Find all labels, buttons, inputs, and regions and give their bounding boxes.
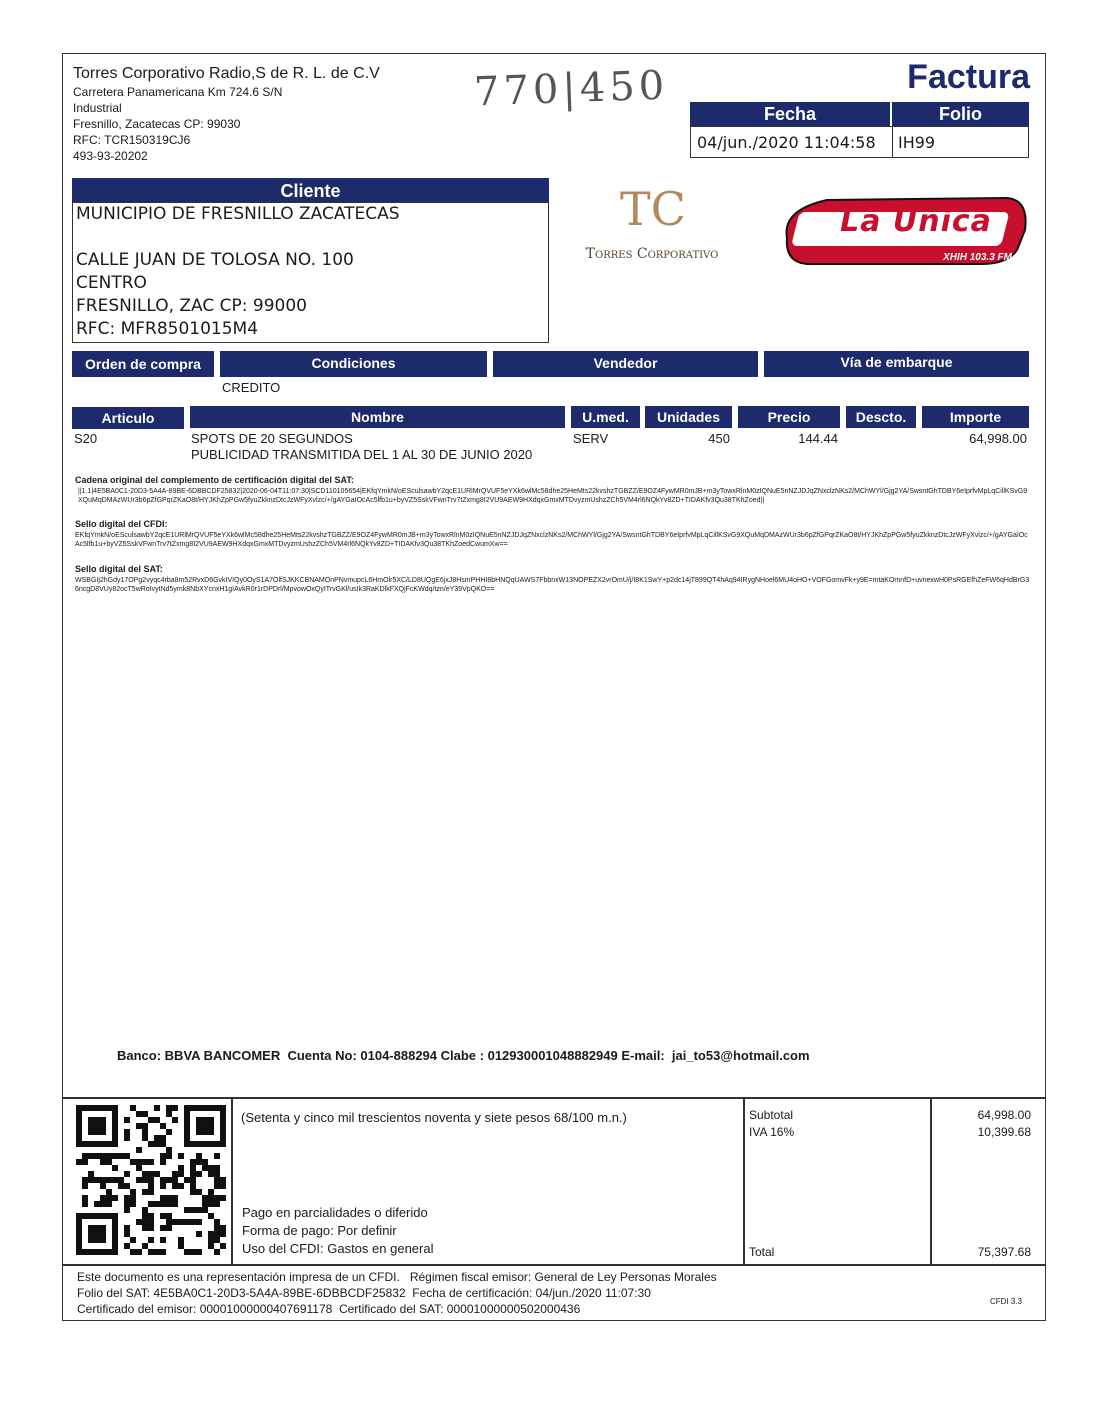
iva-value: 10,399.68	[977, 1125, 1031, 1139]
torres-logo-text: Torres Corporativo	[585, 246, 719, 262]
issuer-rfc: RFC: TCR150319CJ6	[73, 133, 191, 147]
orden-compra-header: Orden de compra	[72, 351, 214, 377]
item-importe: 64,998.00	[969, 431, 1027, 446]
cfdi-version: CFDI 3.3	[990, 1297, 1023, 1306]
pago-metodo: Pago en parcialidades o diferido	[242, 1205, 428, 1220]
cadena-original-value: ||1.1|4E5BA0C1-20D3-5A4A-89BE-6DBBCDF25832|2020-06-04T11:07:30|SCD110105654|EKfqYmkN/oESculsawbY2qcE1URlMrQVUF5eYXk6wlMc58dhe25HeMts22kvshzTGBZZ/E9OZ4FywMR0mJB+m3yTowxRlnM0zIQNuE5nNZJDJqZNxclzNKs2/MChWYl/Gjg2YA/SwsntGhTDBY6eIprfvMpLqCillKSvG9XQuMqDMAzWUr3b6pZfGPqrZKaO8t/HYJKhZpPGw5fyuZkknzDtcJzWFyXvlzc/+/gAYGaIOcAc5lfb1u+byVZ5SskVFwnTrv7tZxmg8I2VU9AEW9HXdqxGmxMTDvyzmUshzZCh5VM4rl6NQkYv8ZD+TIDAKfv3Qu38TKhZoed||	[78, 488, 1028, 504]
uso-cfdi: Uso del CFDI: Gastos en general	[242, 1241, 434, 1256]
item-articulo: S20	[74, 431, 98, 446]
vendedor-header: Vendedor	[493, 351, 758, 377]
col-importe-header: Importe	[922, 406, 1029, 428]
sello-sat-label: Sello digital del SAT:	[75, 564, 163, 574]
la-unica-frequency: XHIH 103.3 FM	[943, 252, 1012, 263]
item-umed: SERV	[573, 431, 609, 446]
total-label: Total	[749, 1245, 775, 1259]
item-precio: 144.44	[798, 431, 838, 446]
cliente-city: FRESNILLO, ZAC CP: 99000	[76, 296, 307, 316]
subtotal-value: 64,998.00	[977, 1108, 1031, 1122]
section-divider	[62, 1097, 1046, 1099]
fecha-header: Fecha	[690, 102, 890, 126]
col-umed-header: U.med.	[571, 406, 640, 428]
total-value: 75,397.68	[977, 1245, 1031, 1259]
via-embarque-header: Vía de embarque	[764, 351, 1029, 377]
cliente-block	[76, 203, 400, 341]
column-divider	[231, 1098, 233, 1264]
item-nombre-detail: PUBLICIDAD TRANSMITIDA DEL 1 AL 30 DE JUNIO 2020	[191, 447, 533, 462]
cliente-header: Cliente	[72, 178, 549, 202]
footer-line: Folio del SAT: 4E5BA0C1-20D3-5A4A-89BE-6DBBCDF25832 Fecha de certificación: 04/jun./2020 11:07:30	[77, 1286, 651, 1300]
issuer-address-line: Fresnillo, Zacatecas CP: 99030	[73, 117, 241, 131]
col-nombre-header: Nombre	[190, 406, 565, 428]
qr-code	[76, 1105, 226, 1255]
cliente-colonia: CENTRO	[76, 273, 147, 293]
issuer-name: Torres Corporativo Radio,S de R. L. de C.V	[73, 65, 380, 82]
cliente-rfc: RFC: MFR8501015M4	[76, 319, 259, 339]
sello-sat-value: WSBGIj2hGdy17OPg2vyqc4rba8m52RvxD6GvkIVIQy0OyS1A7OlfSJKKCBNAMOnPNvmupcL6HmOlr5XC/LD8UQgE6jxJ8HsmPHHI8bHNQqUAWS7FbbnxW13NOPEZX2vrOmU/j/I8K1SwY+p2dc14jT899QT4hAq94IRygNHoel6MU4oHO+VOFGomvFk+y9E=mtaKOmnfD+uvnexwH0PsRGEfhZeFW6qHdBrG36ncgD8VUy82ocT5wRoIvytNd5ymk8NbXYcnxH1gIAvkR0r1rDPDrl/MpvowOxQyITrvGKl/usIk3RaKDlkFXQjFcKWdq/tzn/eY39VpQKO==	[75, 577, 1030, 593]
item-nombre: SPOTS DE 20 SEGUNDOS	[191, 431, 353, 446]
condiciones-value: CREDITO	[222, 380, 281, 395]
issuer-phone: 493-93-20202	[73, 149, 148, 163]
cadena-original-label: Cadena original del complemento de certificación digital del SAT:	[75, 475, 354, 485]
condiciones-header: Condiciones	[220, 351, 487, 377]
col-articulo-header: Articulo	[72, 407, 184, 429]
fecha-folio-divider	[892, 127, 893, 157]
section-divider	[62, 1264, 1046, 1266]
issuer-address-line: Industrial	[73, 101, 122, 115]
col-unidades-header: Unidades	[645, 406, 732, 428]
la-unica-logo-text: La Única	[840, 204, 992, 239]
document-title: Factura	[907, 58, 1030, 96]
footer-line: Certificado del emisor: 00001000000407691178 Certificado del SAT: 00001000000502000436	[77, 1302, 581, 1316]
sello-cfdi-label: Sello digital del CFDI:	[75, 519, 168, 529]
amount-in-words: (Setenta y cinco mil trescientos noventa y siete pesos 68/100 m.n.)	[241, 1110, 627, 1125]
torres-logo-mark: TC	[620, 182, 686, 236]
forma-pago: Forma de pago: Por definir	[242, 1223, 397, 1238]
cliente-street: CALLE JUAN DE TOLOSA NO. 100	[76, 250, 354, 270]
col-descto-header: Descto.	[846, 406, 916, 428]
col-precio-header: Precio	[738, 406, 840, 428]
folio-value: IH99	[898, 133, 936, 152]
footer-line: Este documento es una representación impresa de un CFDI. Régimen fiscal emisor: General de Ley Personas Morales	[77, 1270, 717, 1284]
cliente-name: MUNICIPIO DE FRESNILLO ZACATECAS	[76, 204, 400, 224]
issuer-block	[73, 64, 453, 164]
fecha-value: 04/jun./2020 11:04:58	[697, 133, 876, 152]
column-divider	[930, 1098, 932, 1264]
sello-cfdi-value: EKfqYmkN/oESculsawbY2qcE1URlMrQVUF5eYXk6wlMc58dhe25HeMts22kvshzTGBZZ/E9OZ4FywMR0mJB+m3yTowxRlnM0zIQNuE5nNZJDJqZNxclzNKs2/MChWYl/Gjg2YA/SwsntGhTDBY6eIprfvMpLqCillKSvG9XQuMqDMAzWUr3b6pZfGPqrZKaO8t/HYJKhZpPGw5fyuZkknzDtcJzWFyXvlzc/+/gAYGaIOcAc5lfb1u+byVZ5SskVFwnTrv7tZxmg8I2VU9AEW9HXdqxGmxMTDvyzmUshzZCh5VM4rl6NQkYv8ZD+TIDAKfv3Qu38TKhZoedCwumXw==	[75, 532, 1028, 548]
iva-label: IVA 16%	[749, 1125, 795, 1139]
subtotal-label: Subtotal	[749, 1108, 794, 1122]
folio-header: Folio	[892, 102, 1029, 126]
issuer-address-line: Carretera Panamericana Km 724.6 S/N	[73, 85, 283, 99]
column-divider	[743, 1098, 745, 1264]
item-unidades: 450	[708, 431, 730, 446]
handwritten-note: 770|450	[473, 62, 669, 116]
bank-info: Banco: BBVA BANCOMER Cuenta No: 0104-888294 Clabe : 012930001048882949 E-mail: jai_to53@hotmail.com	[117, 1048, 810, 1063]
